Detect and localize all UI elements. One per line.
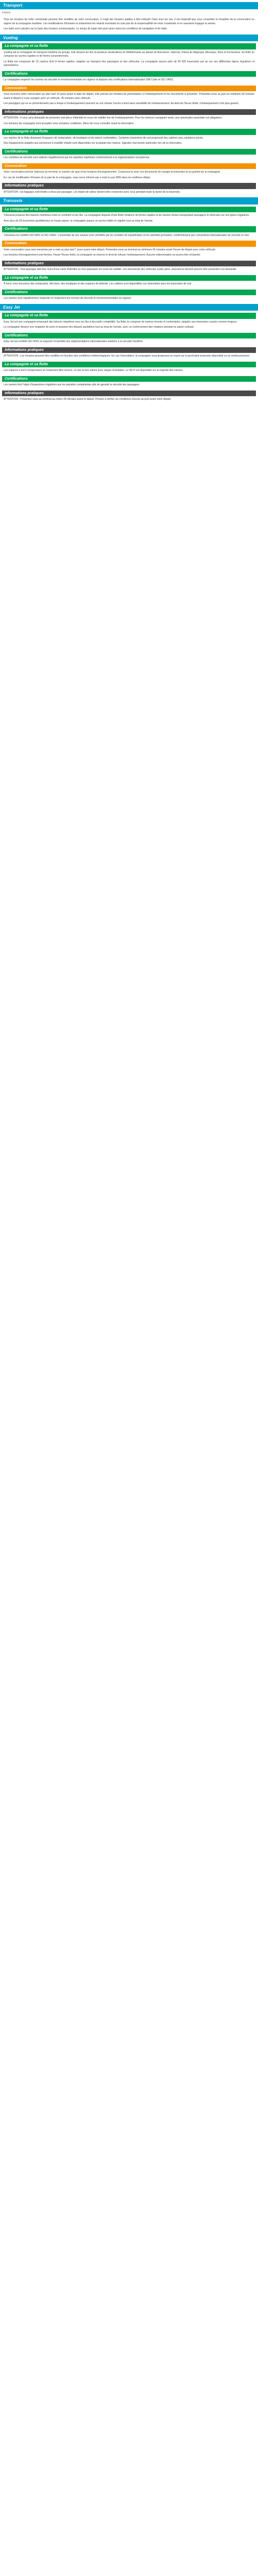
fleet-card bbox=[2, 207, 256, 224]
convocation-card bbox=[2, 86, 256, 106]
card-body bbox=[2, 115, 256, 126]
card-paragraph: ATTENTION : Présentez-vous au terminal au moins 45 minutes avant le départ. Pensez à vérifier les conditions d'accès au port avant votre départ. bbox=[4, 398, 171, 401]
fleet-card bbox=[2, 129, 256, 146]
card-body bbox=[2, 169, 256, 180]
section-header: Transport bbox=[0, 2, 258, 9]
certification-card bbox=[2, 149, 256, 160]
card-paragraph: Les contrôles de sécurité sont réalisés régulièrement par les autorités maritimes conformément à la réglementation européenne. bbox=[4, 156, 150, 159]
convocation-card bbox=[2, 241, 256, 258]
card-body bbox=[2, 367, 256, 373]
card-title: Certifications bbox=[2, 71, 256, 77]
card-paragraph: Easy Jet est une compagnie proposant des liaisons régulières vers les îles à des tarifs compétitifs. Sa flotte se compose de navires récents et confortables, adaptés aux traversées courtes comme longues. bbox=[4, 320, 237, 324]
card-paragraph: La compagnie dessert une vingtaine de ports et propose des départs quotidiens tout au long de l'année, avec un renforcement des rotations pendant la saison estivale. bbox=[4, 326, 195, 329]
card-paragraph: Vous recevrez votre convocation au plus tard 10 jours avant la date de départ. Elle précise les horaires de présentation à l'embarquement et les documents à présenter. Présentez-vous au port au minimum 90 minutes avant le départ si vous voyagez avec un véhicule, 45 minutes sans véhicule. bbox=[4, 93, 254, 100]
card-title: La compagnie et sa flotte bbox=[2, 313, 256, 319]
card-body bbox=[2, 247, 256, 258]
certification-card bbox=[2, 71, 256, 82]
card-body bbox=[2, 212, 256, 223]
card-body bbox=[2, 281, 256, 286]
card-title: Convocation bbox=[2, 163, 256, 170]
card-title: La compagnie et sa flotte bbox=[2, 207, 256, 213]
card-body bbox=[2, 338, 256, 344]
card-paragraph: Les passagers qui ne se présenteraient pas à temps à l'embarquement pourront se voir refuser l'accès à bord sans possibilité de remboursement. Au-delà de l'heure limite, l'embarquement n'est plus garanti. bbox=[4, 102, 239, 105]
card-paragraph: Les horaires d'enregistrement sont fermes. Passé l'heure limite, la compagnie se réserve le droit de refuser l'embarquement. Aucune indemnisation ne pourra être réclamée. bbox=[4, 253, 201, 257]
card-paragraph: Les espaces à bord comprennent un restaurant libre-service, un bar et des salons avec sièges inclinables. Le Wi-Fi est disponible sur la majorité des navires. bbox=[4, 369, 184, 372]
card-body bbox=[2, 16, 256, 31]
card-body bbox=[2, 319, 256, 330]
card-paragraph: Vueling est la compagnie de transport maritime du groupe. Elle dessert les îles et plusieurs destinations en Méditerranée au départ de Barcelone, Valencia, Palma de Majorque, Minorque, Ibiza et Formentera. Sa flotte se compose de navires rapides et de ferries conventionnels. bbox=[4, 50, 254, 58]
card-title: La compagnie et sa flotte bbox=[2, 362, 256, 368]
card-paragraph: Votre convocation vous sera transmise par e-mail au plus tard 7 jours avant votre départ. Présentez-vous au terminal au minimum 60 minutes avant l'heure de départ avec votre véhicule. bbox=[4, 248, 216, 251]
fleet-card bbox=[2, 362, 256, 373]
card-paragraph: Les navires font l'objet d'inspections régulières par les autorités compétentes afin de garantir la sécurité des passagers. bbox=[4, 383, 140, 386]
card-title: La compagnie et sa flotte bbox=[2, 129, 256, 135]
certification-card bbox=[2, 290, 256, 301]
certification-card bbox=[2, 226, 256, 238]
card-title: Certifications bbox=[2, 333, 256, 339]
card-paragraph: ATTENTION : Les horaires peuvent être modifiés en fonction des conditions météorologiques. En cas d'annulation, la compagnie vous proposera un report sur la prochaine traversée disponible ou un remboursement. bbox=[4, 354, 250, 358]
card-paragraph: Les tarifs sont calculés sur la base des horaires communiqués. Le temps de trajet réel peut varier selon les conditions de navigation et de trafic. bbox=[4, 27, 168, 30]
card-body bbox=[2, 382, 256, 387]
card-body bbox=[2, 155, 256, 160]
card-title: La compagnie et sa flotte bbox=[2, 43, 256, 49]
info-card bbox=[2, 347, 256, 359]
certification-card bbox=[2, 43, 256, 68]
card-paragraph: Avec plus de 35 traversées quotidiennes en haute saison, la compagnie assure un service fiable et régulier tout au long de l'année. bbox=[4, 219, 153, 223]
card-title: Certifications bbox=[2, 149, 256, 155]
info-card bbox=[2, 183, 256, 194]
card-body bbox=[2, 396, 256, 402]
card-paragraph: En cas de modification d'horaire de la part de la compagnie, vous serez informé par e-mail ou par SMS dans les meilleurs délais. bbox=[4, 176, 151, 179]
certification-card bbox=[2, 376, 256, 387]
card-title: Informations pratiques bbox=[2, 183, 256, 189]
card-title: Convocation bbox=[2, 241, 256, 247]
card-title: Convocation bbox=[2, 86, 256, 92]
card-body bbox=[2, 135, 256, 146]
fleet-card bbox=[2, 313, 256, 330]
card-title: Certifications bbox=[2, 376, 256, 382]
card-paragraph: La compagnie respecte les normes de sécurité et environnementales en vigueur et dispose des certifications internationales ISM Code et ISO 14001. bbox=[4, 78, 174, 81]
card-title: Certifications bbox=[2, 290, 256, 296]
card-body bbox=[2, 49, 256, 68]
card-body bbox=[2, 353, 256, 359]
card-paragraph: Les navires de la flotte disposent d'espaces de restauration, de boutiques et de salons confortables. Certaines traversées de nuit proposent des cabines avec sanitaires privés. bbox=[4, 136, 204, 140]
card-paragraph: Transavia est certifiée ISO 9001 et ISO 14001. L'ensemble de ses navires sont contrôlés par les sociétés de classification et les autorités portuaires, conformément aux conventions internationales de sécurité en mer. bbox=[4, 233, 250, 237]
card-paragraph: Votre convocation précise l'adresse du terminal, le numéro de quai et les horaires d'enregistrement. Conservez-la avec vos documents de voyage et présentez-la au guichet de la compagnie. bbox=[4, 171, 221, 174]
card-paragraph: Les navires sont régulièrement inspectés et respectent les normes de sécurité et environnementales en vigueur. bbox=[4, 297, 132, 300]
fleet-card bbox=[2, 275, 256, 286]
card-paragraph: Les animaux de compagnie sont acceptés sous certaines conditions. Merci de nous consulter avant la réservation. bbox=[4, 122, 135, 125]
card-title: Informations pratiques bbox=[2, 261, 256, 267]
info-card bbox=[2, 261, 256, 272]
card-title: Informations pratiques bbox=[2, 391, 256, 397]
card-body bbox=[2, 91, 256, 106]
card-title: Informations pratiques bbox=[2, 347, 256, 353]
ferry-info-page bbox=[0, 0, 258, 408]
card-title: La compagnie et sa flotte bbox=[2, 275, 256, 281]
section-header: Easy Jet bbox=[0, 304, 258, 311]
info-card bbox=[2, 109, 256, 126]
card-paragraph: Des équipements adaptés aux personnes à mobilité réduite sont disponibles sur la plupart des navires. Signalez tout besoin particulier lors de la réservation. bbox=[4, 142, 183, 145]
card-paragraph: ATTENTION : les bagages sont limités à deux par passager. Les objets de valeur doivent être conservés avec vous pendant toute la durée de la traversée. bbox=[4, 190, 181, 194]
notice-card bbox=[2, 16, 256, 31]
card-paragraph: Transavia propose des liaisons maritimes entre le continent et les îles. La compagnie dispose d'une flotte moderne de ferries rapides et de navires mixtes transportant passagers et véhicules sur ses lignes régulières. bbox=[4, 214, 250, 217]
section-header: Transavia bbox=[0, 197, 258, 205]
certification-card bbox=[2, 333, 256, 344]
card-body bbox=[2, 189, 256, 195]
section-intro: 4 items bbox=[2, 11, 11, 14]
card-paragraph: La flotte est composée de 22 navires dont 8 ferries rapides, adaptés au transport des passagers et des véhicules. La compagnie assure près de 40 000 traversées par an sur ses différentes lignes régulières et saisonnières. bbox=[4, 60, 254, 67]
info-card bbox=[2, 391, 256, 402]
card-body bbox=[2, 295, 256, 301]
card-paragraph: ATTENTION : Tout passager doit être muni d'une carte d'identité ou d'un passeport en cours de validité. Les documents des véhicules (carte grise, assurance) doivent pouvoir être présentés à la demande. bbox=[4, 268, 237, 271]
section-header: Vueling bbox=[0, 35, 258, 42]
card-title: Informations pratiques bbox=[2, 109, 256, 115]
convocation-card bbox=[2, 163, 256, 180]
card-body bbox=[2, 77, 256, 82]
card-body bbox=[2, 266, 256, 272]
card-title: Certifications bbox=[2, 226, 256, 232]
card-paragraph: À bord, vous trouverez des restaurants, des bars, des boutiques et des espaces de détente. Les cabines sont disponibles sur réservation pour les traversées de nuit. bbox=[4, 282, 192, 285]
card-paragraph: Easy Jet est certifiée ISO 9001 et respecte l'ensemble des réglementations internationales relatives à la sécurité maritime. bbox=[4, 340, 143, 343]
card-paragraph: Tous les horaires de cette commande peuvent être modifiés de votre convocation. Il s'agit des horaires publiés à titre indicatif. Dans tous les cas, il est impératif que vous consultiez la réception de la convocation ou auprès de la compagnie maritime. Les modifications d'horaires et notamment les retards éventuels ne sont pas de la responsabilité de votre croisiériste et ne sauraient engager la sienne. bbox=[4, 18, 254, 25]
card-body bbox=[2, 232, 256, 238]
card-paragraph: ATTENTION : Il vous sera demandé de présenter une pièce d'identité en cours de validité lors de l'embarquement. Pour les mineurs voyageant seuls, une autorisation parentale est obligatoire. bbox=[4, 116, 222, 120]
